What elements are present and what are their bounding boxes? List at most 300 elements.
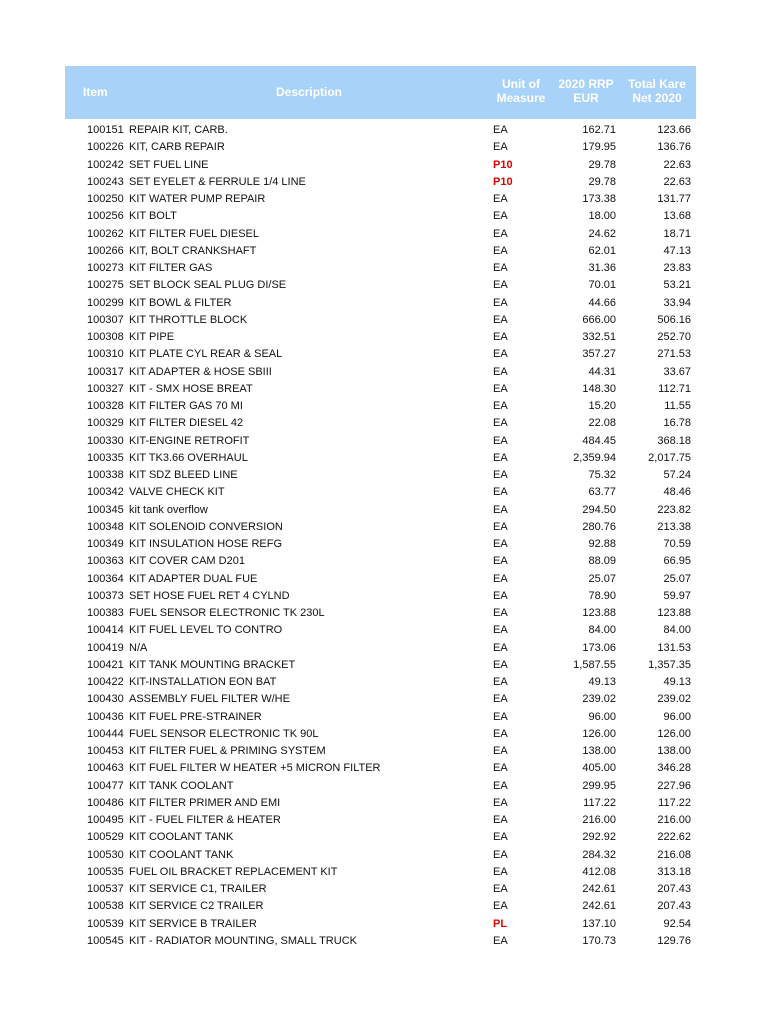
cell-net: 223.82	[657, 503, 691, 516]
cell-rrp: 170.73	[582, 934, 616, 947]
cell-item: 100486	[87, 796, 124, 809]
cell-unit-of-measure: EA	[493, 417, 508, 430]
cell-net: 346.28	[657, 762, 691, 775]
cell-net: 23.83	[663, 262, 691, 274]
cell-item: 100414	[87, 624, 124, 637]
cell-unit-of-measure: EA	[493, 124, 508, 136]
cell-net: 207.43	[657, 883, 691, 895]
cell-net: 33.94	[663, 296, 691, 309]
cell-description: KIT - FUEL FILTER & HEATER	[129, 814, 281, 826]
cell-description: N/A	[129, 641, 148, 654]
cell-rrp: 292.92	[582, 831, 616, 844]
header-uom-line1: Unit of	[502, 77, 540, 91]
table-row	[65, 139, 696, 156]
cell-rrp: 179.95	[582, 141, 616, 154]
table-row	[65, 329, 696, 346]
cell-unit-of-measure: EA	[493, 348, 508, 361]
cell-item: 100266	[87, 244, 124, 257]
cell-unit-of-measure: EA	[493, 831, 508, 844]
cell-net: 25.07	[663, 572, 691, 585]
table-row	[65, 312, 696, 329]
cell-item: 100273	[87, 262, 124, 274]
cell-rrp: 299.95	[582, 779, 616, 792]
cell-item: 100317	[87, 365, 124, 378]
cell-description: SET EYELET & FERRULE 1/4 LINE	[129, 175, 306, 188]
cell-rrp: 88.09	[588, 555, 616, 568]
cell-unit-of-measure: EA	[493, 520, 508, 533]
table-row	[65, 381, 696, 398]
cell-unit-of-measure: EA	[493, 883, 508, 895]
table-row	[65, 226, 696, 243]
cell-unit-of-measure: EA	[493, 624, 508, 637]
cell-description: kit tank overflow	[129, 503, 208, 516]
cell-net: 49.13	[663, 676, 691, 688]
cell-description: KIT ADAPTER DUAL FUE	[129, 572, 258, 585]
cell-unit-of-measure: P10	[493, 175, 513, 188]
header-net	[622, 77, 692, 105]
cell-rrp: 216.00	[582, 814, 616, 826]
cell-unit-of-measure: EA	[493, 900, 508, 913]
cell-description: KIT TANK MOUNTING BRACKET	[129, 658, 296, 671]
cell-unit-of-measure: EA	[493, 210, 508, 223]
cell-rrp: 412.08	[582, 865, 616, 878]
table-row	[65, 881, 696, 898]
cell-unit-of-measure: EA	[493, 641, 508, 654]
cell-rrp: 49.13	[588, 676, 616, 688]
cell-unit-of-measure: EA	[493, 503, 508, 516]
cell-net: 207.43	[657, 900, 691, 913]
cell-unit-of-measure: EA	[493, 693, 508, 706]
cell-item: 100477	[87, 779, 124, 792]
cell-description: KIT FILTER GAS	[129, 262, 213, 274]
cell-net: 112.71	[658, 382, 691, 395]
table-row	[65, 709, 696, 726]
table-row	[65, 588, 696, 605]
cell-rrp: 62.01	[588, 244, 616, 257]
cell-unit-of-measure: EA	[493, 262, 508, 274]
cell-unit-of-measure: EA	[493, 572, 508, 585]
cell-rrp: 84.00	[588, 624, 616, 637]
cell-net: 271.53	[657, 348, 691, 361]
cell-item: 100349	[87, 538, 124, 550]
cell-description: KIT - RADIATOR MOUNTING, SMALL TRUCK	[129, 934, 357, 947]
cell-rrp: 239.02	[582, 693, 616, 706]
cell-unit-of-measure: EA	[493, 313, 508, 326]
header-item: Item	[83, 85, 108, 99]
cell-net: 22.63	[663, 158, 691, 171]
table-row	[65, 864, 696, 881]
cell-description: KIT PLATE CYL REAR & SEAL	[129, 348, 283, 361]
table-row	[65, 346, 696, 363]
table-row	[65, 622, 696, 639]
cell-description: VALVE CHECK KIT	[129, 486, 225, 499]
cell-description: SET FUEL LINE	[129, 158, 209, 171]
cell-item: 100422	[87, 676, 124, 688]
cell-description: KIT-ENGINE RETROFIT	[129, 434, 250, 447]
cell-unit-of-measure: EA	[493, 658, 508, 671]
cell-item: 100463	[87, 762, 124, 775]
cell-unit-of-measure: EA	[493, 434, 508, 447]
cell-item: 100335	[87, 451, 124, 464]
cell-description: FUEL SENSOR ELECTRONIC TK 90L	[129, 727, 319, 740]
cell-description: KIT TANK COOLANT	[129, 779, 234, 792]
cell-item: 100342	[87, 486, 124, 499]
table-row	[65, 847, 696, 864]
cell-rrp: 284.32	[582, 848, 616, 861]
cell-description: KIT - SMX HOSE BREAT	[129, 382, 253, 395]
cell-unit-of-measure: EA	[493, 227, 508, 240]
cell-net: 59.97	[663, 589, 691, 602]
cell-item: 100436	[87, 710, 124, 723]
cell-rrp: 332.51	[582, 331, 616, 343]
cell-net: 368.18	[657, 434, 691, 447]
cell-net: 227.96	[657, 779, 691, 792]
cell-description: ASSEMBLY FUEL FILTER W/HE	[129, 693, 290, 706]
cell-net: 11.55	[664, 400, 691, 412]
table-row	[65, 260, 696, 277]
table-row	[65, 916, 696, 933]
cell-net: 48.46	[663, 486, 691, 499]
cell-rrp: 15.20	[588, 400, 616, 412]
cell-unit-of-measure: EA	[493, 244, 508, 257]
table-row	[65, 502, 696, 519]
cell-rrp: 666.00	[582, 313, 616, 326]
cell-unit-of-measure: EA	[493, 400, 508, 412]
cell-item: 100308	[87, 331, 124, 343]
table-row	[65, 760, 696, 777]
cell-description: KIT SERVICE B TRAILER	[129, 917, 257, 930]
cell-item: 100242	[87, 158, 124, 171]
cell-item: 100275	[87, 279, 124, 292]
cell-description: REPAIR KIT, CARB.	[129, 124, 228, 136]
cell-rrp: 126.00	[582, 727, 616, 740]
cell-description: KIT, CARB REPAIR	[129, 141, 225, 154]
cell-rrp: 242.61	[582, 900, 616, 913]
cell-rrp: 137.10	[582, 917, 616, 930]
cell-net: 22.63	[663, 175, 691, 188]
cell-description: KIT BOLT	[129, 210, 177, 223]
table-row	[65, 398, 696, 415]
cell-description: KIT THROTTLE BLOCK	[129, 313, 248, 326]
cell-item: 100329	[87, 417, 124, 430]
cell-net: 313.18	[657, 865, 691, 878]
cell-unit-of-measure: EA	[493, 451, 508, 464]
table-row	[65, 657, 696, 674]
cell-net: 222.62	[657, 831, 691, 844]
cell-description: KIT COVER CAM D201	[129, 555, 245, 568]
table-row	[65, 157, 696, 174]
table-row	[65, 467, 696, 484]
cell-unit-of-measure: EA	[493, 814, 508, 826]
cell-unit-of-measure: EA	[493, 296, 508, 309]
cell-net: 136.76	[657, 141, 691, 154]
cell-description: KIT FILTER GAS 70 MI	[129, 400, 243, 412]
table-row	[65, 450, 696, 467]
cell-unit-of-measure: P10	[493, 158, 513, 171]
cell-rrp: 31.36	[588, 262, 616, 274]
table-row	[65, 553, 696, 570]
cell-item: 100430	[87, 693, 124, 706]
cell-item: 100262	[87, 227, 124, 240]
table-row	[65, 122, 696, 139]
cell-item: 100328	[87, 400, 124, 412]
header-unit-of-measure	[486, 77, 556, 105]
table-row	[65, 364, 696, 381]
cell-unit-of-measure: EA	[493, 762, 508, 775]
cell-rrp: 70.01	[588, 279, 616, 292]
cell-unit-of-measure: EA	[493, 365, 508, 378]
cell-net: 123.88	[657, 607, 691, 619]
cell-rrp: 1,587.55	[573, 658, 616, 671]
table-row	[65, 484, 696, 501]
cell-description: KIT SDZ BLEED LINE	[129, 469, 238, 481]
cell-rrp: 484.45	[582, 434, 616, 447]
cell-unit-of-measure: EA	[493, 779, 508, 792]
cell-item: 100495	[87, 814, 124, 826]
cell-net: 33.67	[663, 365, 691, 378]
table-row	[65, 191, 696, 208]
cell-item: 100539	[87, 917, 124, 930]
cell-net: 47.13	[663, 244, 691, 257]
cell-net: 138.00	[657, 745, 691, 757]
cell-rrp: 78.90	[588, 589, 616, 602]
cell-rrp: 75.32	[588, 469, 616, 481]
cell-rrp: 44.31	[588, 365, 616, 378]
table-row	[65, 415, 696, 432]
table-row	[65, 778, 696, 795]
cell-item: 100330	[87, 434, 124, 447]
table-row	[65, 829, 696, 846]
cell-item: 100373	[87, 589, 124, 602]
cell-net: 129.76	[657, 934, 691, 947]
cell-item: 100419	[87, 641, 124, 654]
cell-item: 100453	[87, 745, 124, 757]
cell-rrp: 405.00	[582, 762, 616, 775]
header-rrp-line1: 2020 RRP	[558, 77, 614, 91]
cell-unit-of-measure: EA	[493, 589, 508, 602]
cell-unit-of-measure: EA	[493, 469, 508, 481]
header-rrp-line2: EUR	[573, 91, 599, 105]
cell-rrp: 2,359.94	[573, 451, 616, 464]
cell-net: 66.95	[663, 555, 691, 568]
cell-item: 100535	[87, 865, 124, 878]
cell-rrp: 117.22	[583, 796, 616, 809]
cell-item: 100364	[87, 572, 124, 585]
cell-unit-of-measure: EA	[493, 555, 508, 568]
cell-net: 16.78	[663, 417, 691, 430]
cell-rrp: 148.30	[582, 382, 616, 395]
cell-net: 239.02	[657, 693, 691, 706]
table-row	[65, 743, 696, 760]
cell-item: 100348	[87, 520, 124, 533]
cell-net: 96.00	[663, 710, 691, 723]
cell-description: KIT WATER PUMP REPAIR	[129, 193, 266, 205]
cell-rrp: 242.61	[582, 883, 616, 895]
cell-description: KIT INSULATION HOSE REFG	[129, 538, 283, 550]
cell-description: KIT FILTER FUEL & PRIMING SYSTEM	[129, 745, 326, 757]
cell-description: KIT FUEL PRE-STRAINER	[129, 710, 262, 723]
table-row	[65, 933, 696, 950]
cell-item: 100307	[87, 313, 124, 326]
table-row	[65, 208, 696, 225]
header-description: Description	[276, 85, 343, 99]
cell-unit-of-measure: EA	[493, 848, 508, 861]
table-row	[65, 605, 696, 622]
table-row	[65, 674, 696, 691]
table-row	[65, 571, 696, 588]
cell-unit-of-measure: EA	[493, 279, 508, 292]
cell-rrp: 162.71	[582, 124, 616, 136]
cell-net: 123.66	[657, 124, 691, 136]
cell-description: KIT SERVICE C2 TRAILER	[129, 900, 264, 913]
cell-description: KIT SERVICE C1, TRAILER	[129, 883, 267, 895]
cell-item: 100310	[87, 348, 124, 361]
table-row	[65, 295, 696, 312]
cell-description: KIT BOWL & FILTER	[129, 296, 232, 309]
table-row	[65, 174, 696, 191]
cell-rrp: 96.00	[588, 710, 616, 723]
header-net-line2: Net 2020	[632, 91, 682, 105]
table-row	[65, 536, 696, 553]
cell-net: 117.22	[658, 796, 691, 809]
cell-description: KIT FUEL FILTER W HEATER +5 MICRON FILTER	[129, 762, 381, 775]
cell-rrp: 25.07	[588, 572, 616, 585]
table-header	[65, 66, 696, 119]
cell-net: 131.77	[657, 193, 691, 205]
cell-net: 53.21	[663, 279, 691, 292]
cell-unit-of-measure: EA	[493, 727, 508, 740]
cell-net: 2,017.75	[648, 451, 691, 464]
cell-item: 100444	[87, 727, 124, 740]
cell-rrp: 63.77	[588, 486, 616, 499]
cell-item: 100338	[87, 469, 124, 481]
table-row	[65, 691, 696, 708]
cell-item: 100256	[87, 210, 124, 223]
cell-unit-of-measure: EA	[493, 676, 508, 688]
cell-item: 100545	[87, 934, 124, 947]
cell-rrp: 357.27	[582, 348, 616, 361]
cell-unit-of-measure: EA	[493, 486, 508, 499]
cell-net: 131.53	[657, 641, 691, 654]
table-row	[65, 640, 696, 657]
cell-item: 100250	[87, 193, 124, 205]
cell-description: KIT SOLENOID CONVERSION	[129, 520, 283, 533]
cell-description: KIT COOLANT TANK	[129, 848, 234, 861]
cell-description: KIT FILTER DIESEL 42	[129, 417, 244, 430]
cell-rrp: 18.00	[588, 210, 616, 223]
table-row	[65, 898, 696, 915]
cell-rrp: 138.00	[582, 745, 616, 757]
cell-unit-of-measure: EA	[493, 710, 508, 723]
cell-unit-of-measure: EA	[493, 538, 508, 550]
cell-rrp: 24.62	[588, 227, 616, 240]
table-body	[65, 119, 696, 950]
cell-net: 213.38	[657, 520, 691, 533]
cell-unit-of-measure: EA	[493, 331, 508, 343]
cell-item: 100383	[87, 607, 124, 619]
cell-net: 84.00	[663, 624, 691, 637]
cell-description: KIT FUEL LEVEL TO CONTRO	[129, 624, 283, 637]
cell-net: 57.24	[663, 469, 691, 481]
cell-net: 18.71	[663, 227, 691, 240]
cell-rrp: 280.76	[582, 520, 616, 533]
cell-description: KIT COOLANT TANK	[129, 831, 234, 844]
cell-unit-of-measure: EA	[493, 865, 508, 878]
cell-unit-of-measure: EA	[493, 193, 508, 205]
cell-unit-of-measure: EA	[493, 607, 508, 619]
cell-rrp: 294.50	[582, 503, 616, 516]
cell-net: 252.70	[657, 331, 691, 343]
cell-net: 216.00	[657, 814, 691, 826]
cell-net: 216.08	[657, 848, 691, 861]
cell-item: 100537	[87, 883, 124, 895]
cell-net: 506.16	[657, 313, 691, 326]
table-row	[65, 795, 696, 812]
cell-net: 1,357.35	[648, 658, 691, 671]
cell-item: 100226	[87, 141, 124, 154]
cell-rrp: 173.06	[582, 641, 616, 654]
cell-rrp: 44.66	[588, 296, 616, 309]
cell-unit-of-measure: EA	[493, 141, 508, 154]
cell-item: 100421	[87, 658, 124, 671]
table-row	[65, 433, 696, 450]
cell-item: 100327	[87, 382, 124, 395]
cell-item: 100530	[87, 848, 124, 861]
cell-net: 92.54	[663, 917, 691, 930]
cell-item: 100299	[87, 296, 124, 309]
cell-rrp: 29.78	[588, 158, 616, 171]
header-rrp	[556, 77, 616, 105]
cell-item: 100151	[87, 124, 124, 136]
table-row	[65, 519, 696, 536]
header-uom-line2: Measure	[496, 91, 546, 105]
cell-description: FUEL OIL BRACKET REPLACEMENT KIT	[129, 865, 338, 878]
cell-unit-of-measure: EA	[493, 934, 508, 947]
cell-description: KIT FILTER FUEL DIESEL	[129, 227, 259, 240]
cell-description: KIT FILTER PRIMER AND EMI	[129, 796, 281, 809]
cell-description: SET HOSE FUEL RET 4 CYLND	[129, 589, 290, 602]
cell-net: 13.68	[663, 210, 691, 223]
cell-item: 100529	[87, 831, 124, 844]
cell-item: 100363	[87, 555, 124, 568]
cell-item: 100538	[87, 900, 124, 913]
cell-unit-of-measure: EA	[493, 745, 508, 757]
header-net-line1: Total Kare	[628, 77, 686, 91]
cell-rrp: 22.08	[588, 417, 616, 430]
cell-unit-of-measure: PL	[493, 917, 508, 930]
cell-description: KIT-INSTALLATION EON BAT	[129, 676, 277, 688]
table-row	[65, 726, 696, 743]
cell-rrp: 123.88	[582, 607, 616, 619]
cell-item: 100243	[87, 175, 124, 188]
cell-unit-of-measure: EA	[493, 382, 508, 395]
price-list-table	[65, 66, 696, 950]
table-row	[65, 812, 696, 829]
cell-rrp: 29.78	[588, 175, 616, 188]
cell-description: KIT TK3.66 OVERHAUL	[129, 451, 248, 464]
cell-description: KIT PIPE	[129, 331, 175, 343]
cell-description: KIT ADAPTER & HOSE SBIII	[129, 365, 272, 378]
cell-description: SET BLOCK SEAL PLUG DI/SE	[129, 279, 287, 292]
cell-net: 70.59	[663, 538, 691, 550]
cell-item: 100345	[87, 503, 124, 516]
cell-description: FUEL SENSOR ELECTRONIC TK 230L	[129, 607, 325, 619]
cell-rrp: 92.88	[588, 538, 616, 550]
table-row	[65, 243, 696, 260]
cell-net: 126.00	[657, 727, 691, 740]
cell-unit-of-measure: EA	[493, 796, 508, 809]
cell-description: KIT, BOLT CRANKSHAFT	[129, 244, 257, 257]
